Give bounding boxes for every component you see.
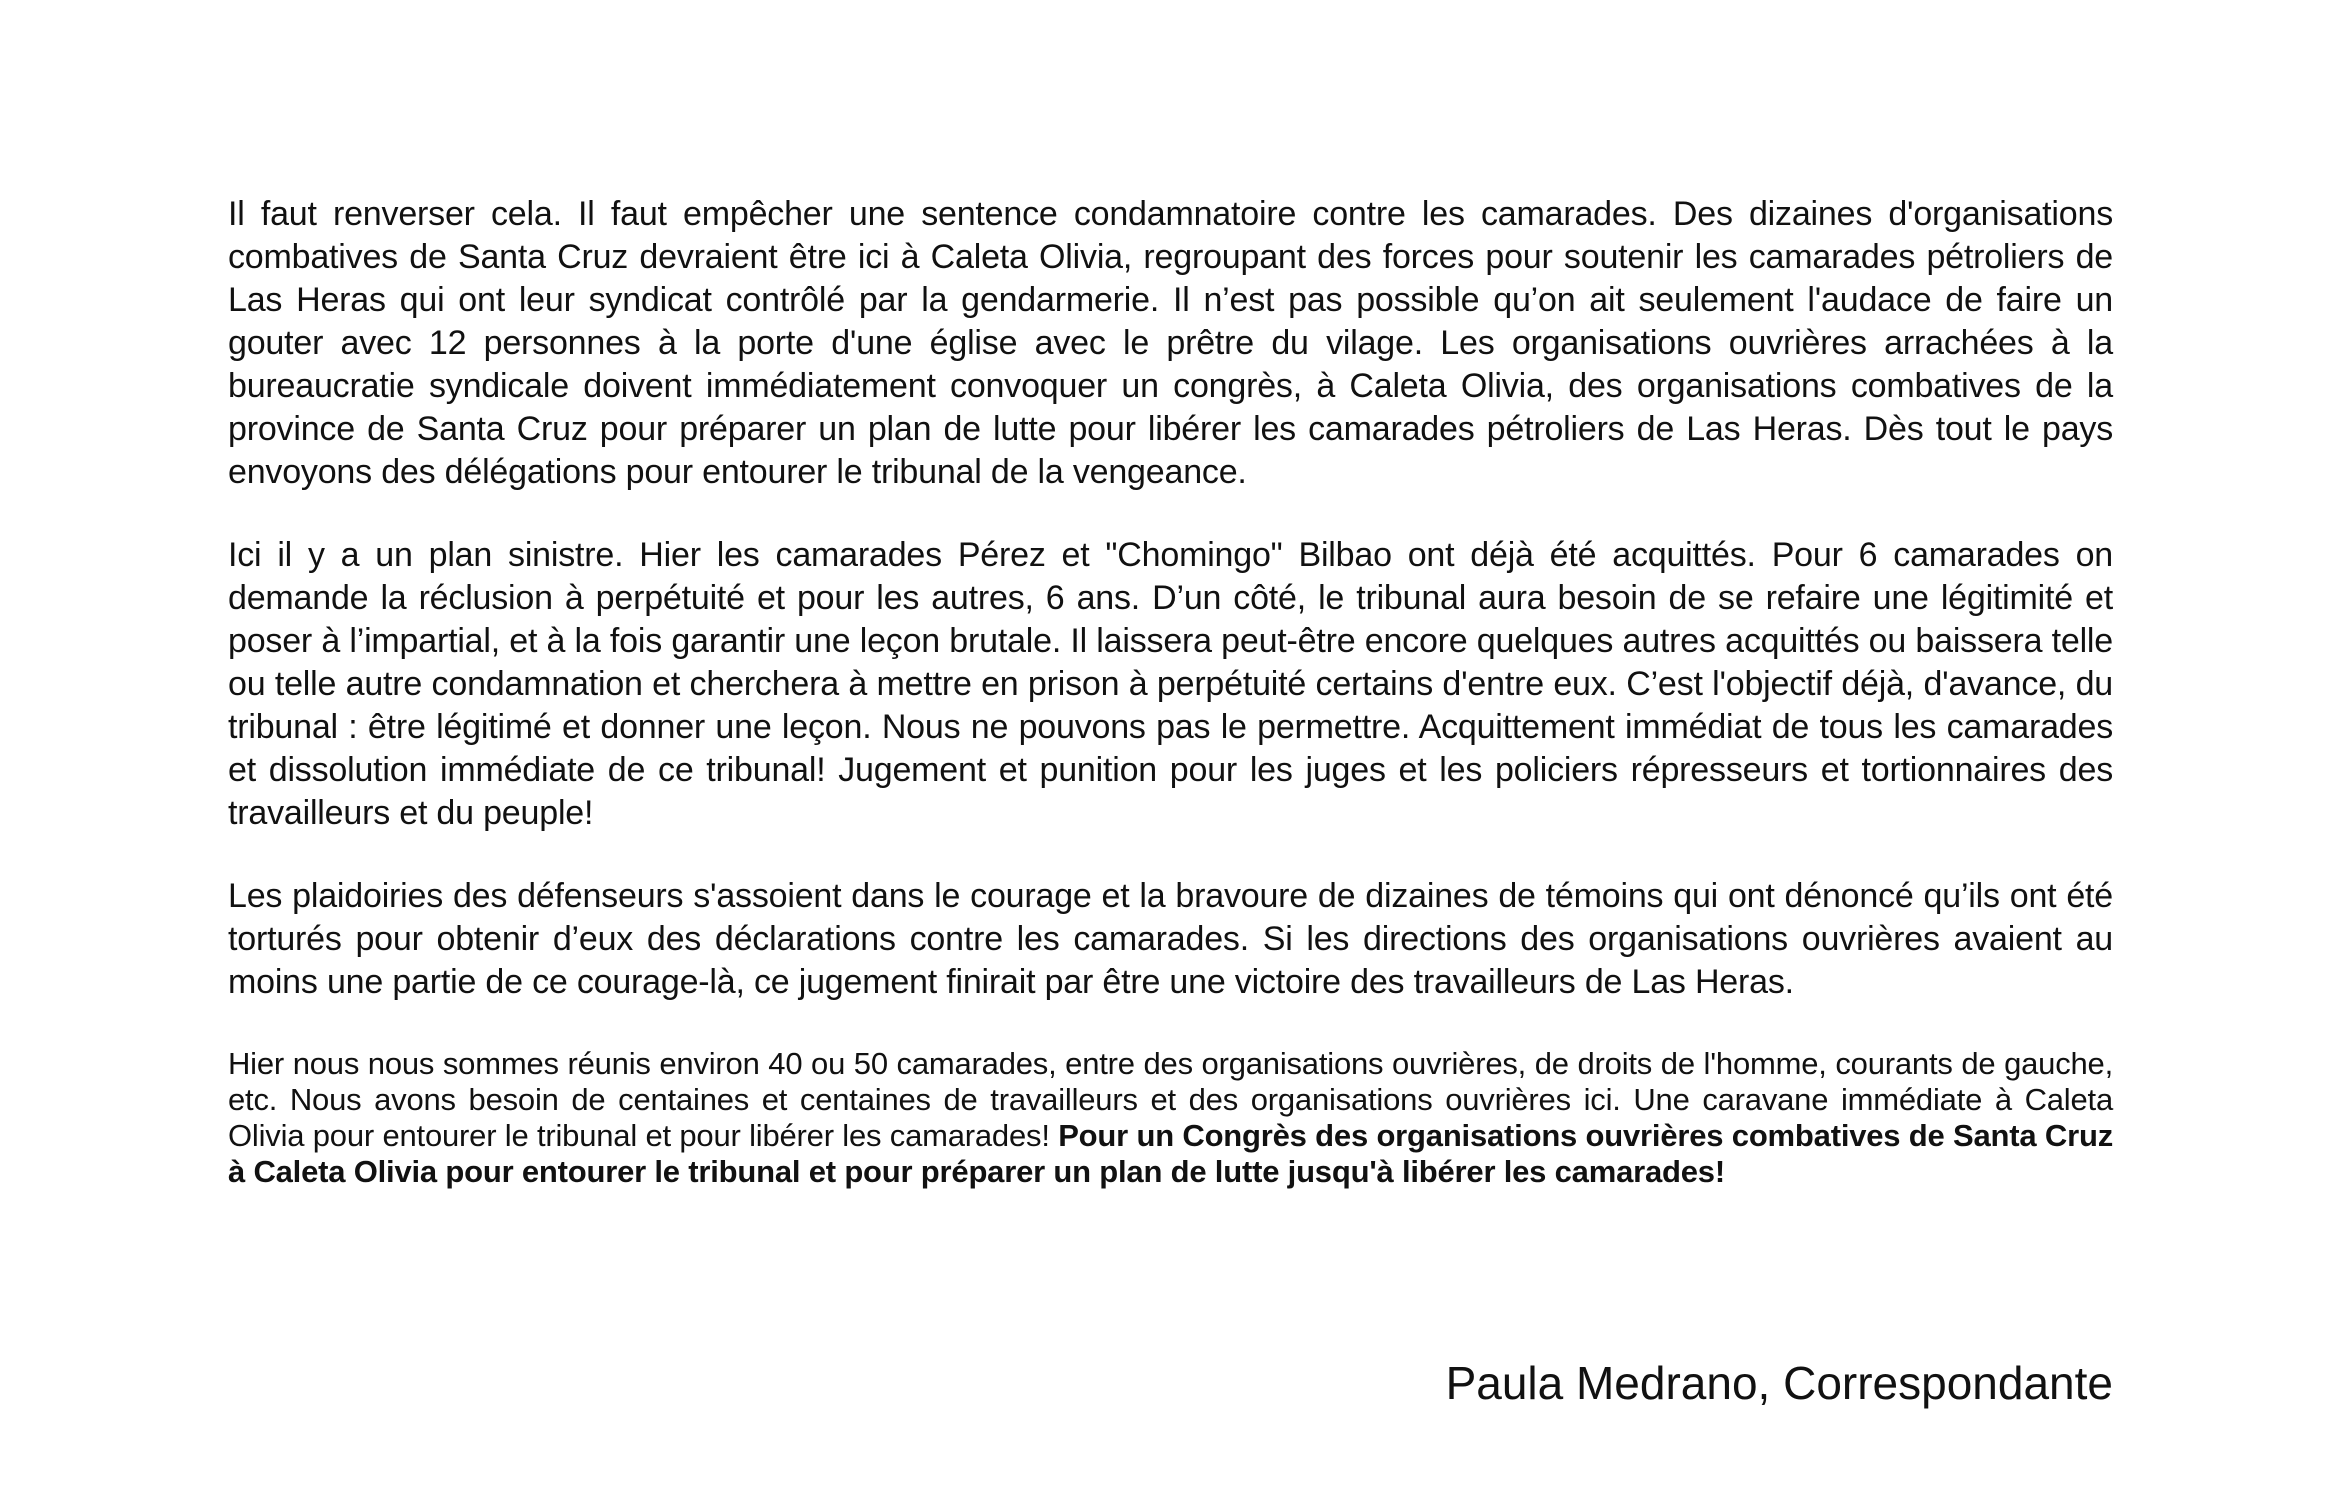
- paragraph-4-bold-text: Pour un Congrès des organisations ouvrières combatives de Santa Cruz à Caleta Olivia pour entourer le tribunal et pour préparer un plan de lutte jusqu'à libérer les camarades!: [228, 1118, 2113, 1189]
- author-signature: Paula Medrano, Correspondante: [1445, 1357, 2113, 1409]
- paragraph-2: Ici il y a un plan sinistre. Hier les camarades Pérez et "Chomingo" Bilbao ont déjà été acquittés. Pour 6 camarades on demande la réclusion à perpétuité et pour les autres, 6 ans. D’un côté, le tribunal aura besoin de se refaire une légitimité et poser à l’impartial, et à la fois garantir une leçon brutale. Il laissera peut-être encore quelques autres acquittés ou baissera telle ou telle autre condamnation et cherchera à mettre en prison à perpétuité certains d'entre eux. C’est l'objectif déjà, d'avance, du tribunal : être légitimé et donner une leçon. Nous ne pouvons pas le permettre. Acquittement immédiat de tous les camarades et dissolution immédiate de ce tribunal! Jugement et punition pour les juges et les policiers répresseurs et tortionnaires des travailleurs et du peuple!: [228, 536, 2113, 832]
- article-body: [228, 193, 2113, 1190]
- paragraph-1: Il faut renverser cela. Il faut empêcher une sentence condamnatoire contre les camarades. Des dizaines d'organisations combatives de Santa Cruz devraient être ici à Caleta Olivia, regroupant des forces pour soutenir les camarades pétroliers de Las Heras qui ont leur syndicat contrôlé par la gendarmerie. Il n’est pas possible qu’on ait seulement l'audace de faire un gouter avec 12 personnes à la porte d'une église avec le prêtre du vilage. Les organisations ouvrières arrachées à la bureaucratie syndicale doivent immédiatement convoquer un congrès, à Caleta Olivia, des organisations combatives de la province de Santa Cruz pour préparer un plan de lutte pour libérer les camarades pétroliers de Las Heras. Dès tout le pays envoyons des délégations pour entourer le tribunal de la vengeance.: [228, 195, 2113, 491]
- paragraph-4-regular-text: Hier nous nous sommes réunis environ 40 ou 50 camarades, entre des organisations ouvrières, de droits de l'homme, courants de gauche, etc. Nous avons besoin de centaines et centaines de travailleurs et des organisations ouvrières ici. Une caravane immédiate à Caleta Olivia pour entourer le tribunal et pour libérer les camarades!: [228, 1046, 2113, 1153]
- paragraph-4: [228, 1046, 2113, 1190]
- paragraph-3: Les plaidoiries des défenseurs s'assoient dans le courage et la bravoure de dizaines de témoins qui ont dénoncé qu’ils ont été torturés pour obtenir d’eux des déclarations contre les camarades. Si les directions des organisations ouvrières avaient au moins une partie de ce courage-là, ce jugement finirait par être une victoire des travailleurs de Las Heras.: [228, 877, 2113, 1001]
